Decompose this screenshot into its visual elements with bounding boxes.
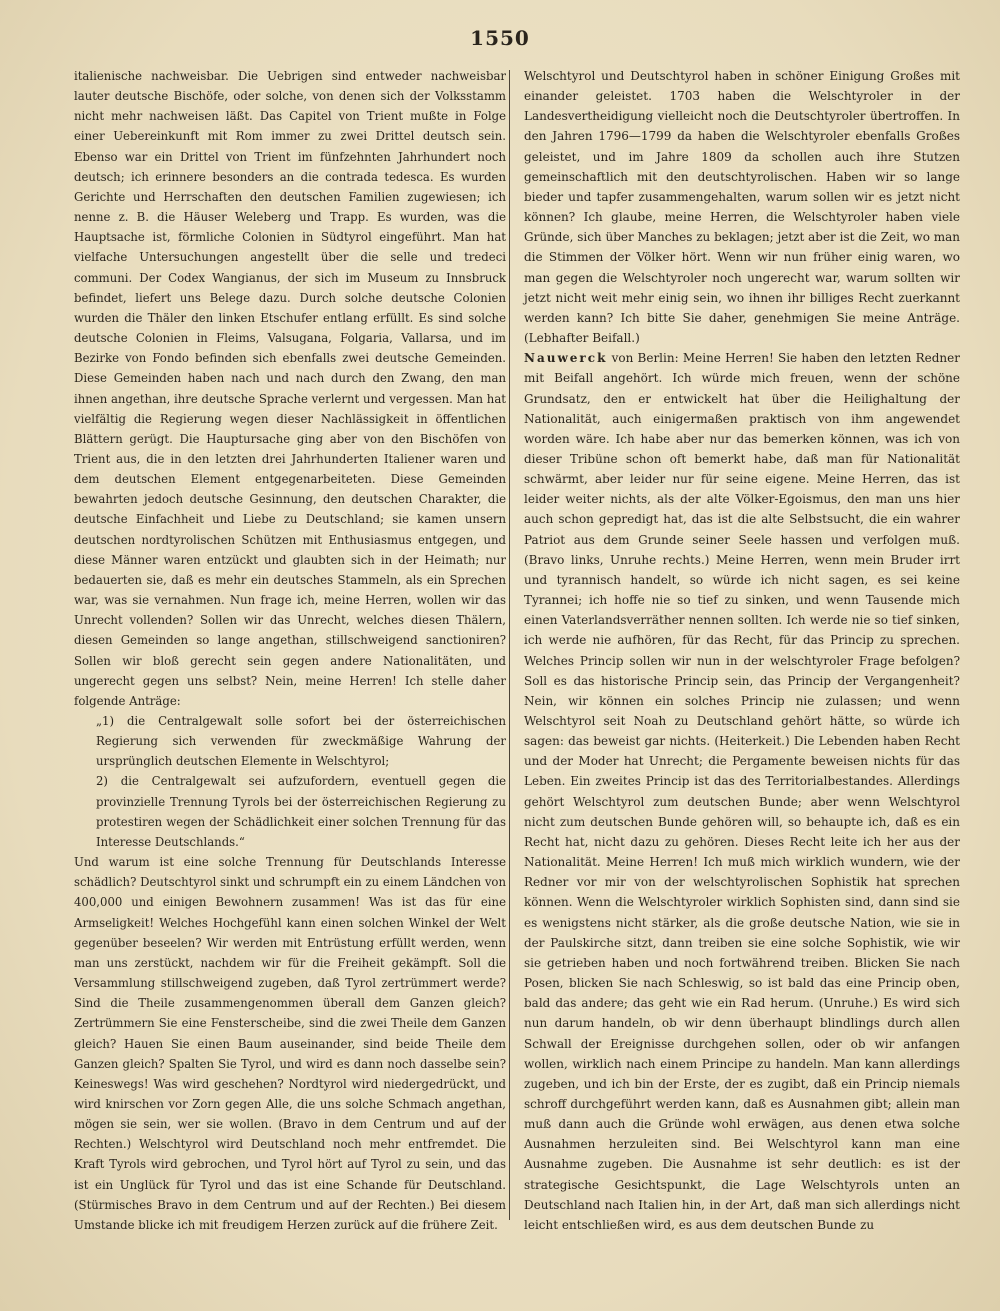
right-paragraph-1: Welschtyrol und Deutschtyrol haben in schöner Einigung Großes mit einander geleistet. 1703 haben die Welschtyroler in der Landesvertheidigung vielleicht noch die Deutschtyroler übertroffen. In den Jahren 1796—1799 da haben die Welschtyroler ebenfalls Großes geleistet, und im Jahre 1809 da schollen auch ihre Stutzen gemeinschaftlich mit den deutschtyrolischen. Haben wir so lange bieder und tapfer zusammengehalten, warum sollen wir es jetzt nicht können? Ich glaube, meine Herren, die Welschtyroler haben viele Gründe, sich über Manches zu beklagen; jetzt aber ist die Zeit, wo man die Stimmen der Völker hört. Wenn wir nun früher einig waren, wo man gegen die Welschtyroler noch ungerecht war, warum sollten wir jetzt nicht weit mehr einig sein, wo ihnen ihr billiges Recht zuerkannt werden kann? Ich bitte Sie daher, genehmigen Sie meine Anträge. (Lebhafter Beifall.) — [524, 69, 960, 346]
left-paragraph-1: italienische nachweisbar. Die Uebrigen sind entweder nachweisbar lauter deutsche Bischöfe, oder solche, von denen sich der Volksstamm nicht mehr nachweisen läßt. Das Capitel von Trient mußte in Folge einer Uebereinkunft mit Rom immer zu zwei Drittel deutsch sein. Ebenso war ein Drittel von Trient im fünfzehnten Jahrhundert noch deutsch; ich erinnere besonders an die contrada tedesca. Es wurden Gerichte und Herrschaften den deutschen Familien zugewiesen; ich nenne z. B. die Häuser Weleberg und Trapp. Es wurden, was die Hauptsache ist, förmliche Colonien in Südtyrol eingeführt. Man hat vielfache Untersuchungen angestellt über die selle und tredeci communi. Der Codex Wangianus, der sich im Museum zu Innsbruck befindet, liefert uns Belege dazu. Durch solche deutsche Colonien wurden die Thäler den linken Etschufer entlang erfüllt. Es sind solche deutsche Colonien in Fleims, Valsugana, Folgaria, Vallarsa, und im Bezirke von Fondo befinden sich ebenfalls zwei deutsche Gemeinden. Diese Gemeinden haben nach und nach durch den Zwang, den man ihnen angethan, ihre deutsche Sprache verlernt und vergessen. Man hat vielfältig die Regierung wegen dieser Nachlässigkeit in öffentlichen Blättern gerügt. Die Hauptursache ging aber von den Bischöfen von Trient aus, die in den letzten drei Jahrhunderten Italiener waren und dem deutschen Element entgegenarbeiteten. Diese Gemeinden bewahrten jedoch deutsche Gesinnung, den deutschen Charakter, die deutsche Einfachheit und Liebe zu Deutschland; sie kamen unsern deutschen nordtyrolischen Schützen mit Enthusiasmus entgegen, und diese Männer waren entzückt und glaubten sich in der Heimath; nur bedauerten sie, daß es mehr ein deutsches Stammeln, als ein Sprechen war, was sie vernahmen. Nun frage ich, meine Herren, wollen wir das Unrecht vollenden? Sollen wir das Unrecht, welches diesen Thälern, diesen Gemeinden so lange angethan, stillschweigend sanctioniren? Sollen wir bloß gerecht sein gegen andere Nationalitäten, und ungerecht gegen uns selbst? Nein, meine Herren! Ich stelle daher folgende Anträge: — [74, 69, 506, 708]
column-divider — [509, 70, 510, 1220]
page-number: 1550 — [470, 26, 530, 50]
right-column — [524, 66, 960, 1235]
left-paragraph-2: Und warum ist eine solche Trennung für Deutschlands Interesse schädlich? Deutschtyrol sinkt und schrumpft ein zu einem Ländchen von 400,000 und einigen Bewohnern zusammen! Was ist das für eine Armseligkeit! Welches Hochgefühl kann einen solchen Winkel der Welt gegenüber beseelen? Wir werden mit Entrüstung erfüllt werden, wenn man uns zerstückt, nachdem wir für die Freiheit gekämpft. Soll die Versammlung stillschweigend zugeben, daß Tyrol zertrümmert werde? Sind die Theile zusammengenommen überall dem Ganzen gleich? Zertrümmern Sie eine Fensterscheibe, sind die zwei Theile dem Ganzen gleich? Hauen Sie einen Baum auseinander, sind beide Theile dem Ganzen gleich? Spalten Sie Tyrol, und wird es dann noch dasselbe sein? Keineswegs! Was wird geschehen? Nordtyrol wird niedergedrückt, und wird knirschen vor Zorn gegen Alle, die uns solche Schmach angethan, mögen sie sein, wer sie wollen. (Bravo in dem Centrum und auf der Rechten.) Welschtyrol wird Deutschland noch mehr entfremdet. Die Kraft Tyrols wird gebrochen, und Tyrol hört auf Tyrol zu sein, und das ist ein Unglück für Tyrol und das ist eine Schande für Deutschland. (Stürmisches Bravo in dem Centrum und auf der Rechten.) Bei diesem Umstande blicke ich mit freudigem Herzen zurück auf die frühere Zeit. — [74, 855, 506, 1232]
motion-item-2: 2) die Centralgewalt sei aufzufordern, eventuell gegen die provinzielle Trennung Tyrols bei der österreichischen Regierung zu protestiren wegen der Schädlichkeit einer solchen Trennung für das Interesse Deutschlands.“ — [96, 774, 506, 849]
motion-list — [74, 711, 506, 852]
speaker-name: Nauwerck — [524, 351, 608, 366]
right-paragraph-2 — [524, 348, 960, 1235]
speech-text: von Berlin: Meine Herren! Sie haben den letzten Redner mit Beifall angehört. Ich würde mich freuen, wenn der schöne Grundsatz, den er entwickelt hat über die Heilighaltung der Nationalität, auch einigermaßen praktisch von ihm angewendet worden wäre. Ich habe aber nur das bemerken können, was ich von dieser Tribüne schon oft bemerkt habe, daß man für Nationalität schwärmt, aber leider nur für seine eigene. Meine Herren, das ist leider weiter nichts, als der alte Völker-Egoismus, den man uns hier auch schon gepredigt hat, das ist die alte Selbstsucht, die ein wahrer Patriot aus dem Grunde seiner Seele hassen und verfolgen muß. (Bravo links, Unruhe rechts.) Meine Herren, wenn mein Bruder irrt und tyrannisch handelt, so würde ich nicht sagen, es sei keine Tyrannei; ich hoffe nie so tief zu sinken, und wenn Tausende mich einen Vaterlandsverräther nennen sollten. Ich werde nie so tief sinken, ich werde nie aufhören, für das Recht, für das Princip zu sprechen. Welches Princip sollen wir nun in der welschtyroler Frage befolgen? Soll es das historische Princip sein, das Princip der Vergangenheit? Nein, wir können ein solches Princip nie zulassen; und wenn Welschtyrol seit Noah zu Deutschland gehört hätte, so würde ich sagen: das beweist gar nichts. (Heiterkeit.) Die Lebenden haben Recht und der Moder hat Unrecht; die Pergamente beweisen nichts für das Leben. Ein zweites Princip ist das des Territorialbestandes. Allerdings gehört Welschtyrol zum deutschen Bunde; aber wenn Welschtyrol nicht zum deutschen Bunde gehören will, so behaupte ich, daß es ein Recht hat, nicht dazu zu gehören. Dieses Recht leite ich her aus der Nationalität. Meine Herren! Ich muß mich wirklich wundern, wie der Redner vor mir von der welschtyrolischen Sophistik hat sprechen können. Wenn die Welschtyroler wirklich Sophisten sind, dann sind sie es wenigstens nicht stärker, als die große deutsche Nation, wie sie in der Paulskirche sitzt, dann treiben sie eine solche Sophistik, wie wir sie getrieben haben und noch fortwährend treiben. Blicken Sie nach Posen, blicken Sie nach Schleswig, so ist bald das eine Princip oben, bald das andere; das geht wie ein Rad herum. (Unruhe.) Es wird sich nun darum handeln, ob wir denn überhaupt blindlings durch allen Schwall der Ereignisse durchgehen sollen, oder ob wir anfangen wollen, wirklich nach einem Principe zu handeln. Man kann allerdings zugeben, und ich bin der Erste, der es zugibt, daß ein Princip niemals schroff durchgeführt werden kann, daß es Ausnahmen gibt; allein man muß dann auch die Gründe wohl erwägen, aus denen etwa solche Ausnahmen herzuleiten sind. Bei Welschtyrol kann man eine Ausnahme zugeben. Die Ausnahme ist sehr deutlich: es ist der strategische Gesichtspunkt, die Lage Welschtyrols unten an Deutschland nach Italien hin, in der Art, daß man sich allerdings nicht leicht entschließen wird, es aus dem deutschen Bunde zu — [524, 351, 960, 1232]
motion-item-1: „1) die Centralgewalt solle sofort bei der österreichischen Regierung sich verwenden für zweckmäßige Wahrung der ursprünglich deutschen Elemente in Welschtyrol; — [96, 714, 506, 769]
left-column — [74, 66, 506, 1235]
